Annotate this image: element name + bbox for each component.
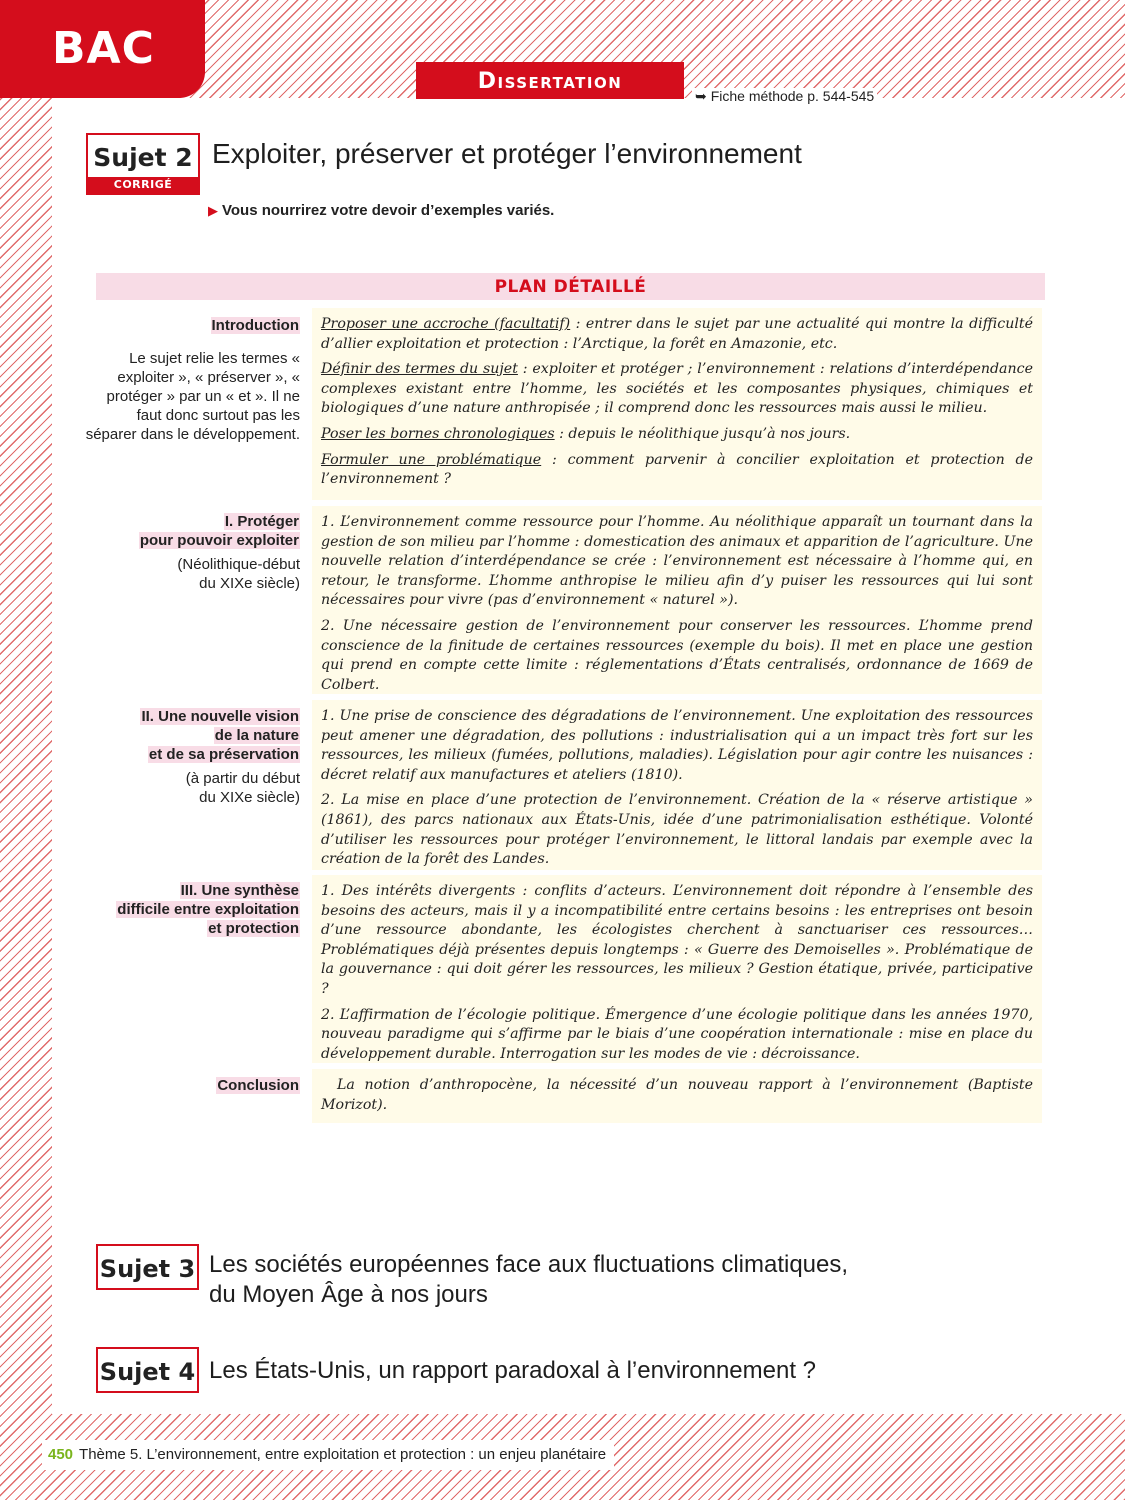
intro-content bbox=[312, 308, 1042, 500]
arrow-right-icon: ➥ bbox=[695, 88, 707, 104]
sujet-3-badge: Sujet 3 bbox=[96, 1244, 199, 1290]
part-2-label: II. Une nouvelle vision bbox=[141, 708, 299, 725]
intro-note: Le sujet relie les termes « exploiter », « préserver », « protéger » par un « et ». Il ne faut donc surtout pas les séparer dans le développement. bbox=[85, 350, 300, 443]
sujet-3-title: Les sociétés européennes face aux fluctuations climatiques, du Moyen Âge à nos jours bbox=[209, 1251, 849, 1308]
part-1-label-block bbox=[139, 512, 300, 593]
fiche-methode-ref[interactable] bbox=[692, 88, 877, 105]
sujet-2-title: Exploiter, préserver et protéger l’environnement bbox=[212, 138, 802, 169]
part-3-label: et protection bbox=[208, 920, 299, 937]
intro-label-block bbox=[85, 316, 300, 444]
page-footer bbox=[42, 1440, 614, 1470]
part-2-label: et de sa préservation bbox=[148, 746, 299, 763]
part-2-paragraph: 2. La mise en place d’une protection de l’environnement. Création de la « réserve artistique » (1861), des parcs nationaux aux États-Unis, idée d’une patrimonialisation esthétique. Volonté d’utiliser les ressources pour protéger l’environnement, le littoral landais par exemple avec la création de la forêt des Landes. bbox=[321, 792, 1033, 868]
intro-label: Introduction bbox=[211, 317, 299, 334]
part-3-label: difficile entre exploitation bbox=[117, 901, 299, 918]
part-1-paragraph: 1. L’environnement comme ressource pour l’homme. Au néolithique apparaît un tournant dans la gestion de son milieu par l’homme : domestication des animaux et apparition de l’agriculture. Une nouvelle relation d’interdépendance se crée : l’environnement est nécessaire à l’homme qui, en retour, le transforme. L’homme anthropise le milieu afin d’y puiser les ressources qui lui sont nécessaires pour vivre (pas d’environnement « naturel »). bbox=[321, 514, 1033, 609]
intro-item: Formuler une problématique : comment parvenir à concilier exploitation et protection de l’environnement ? bbox=[321, 451, 1034, 488]
part-3-paragraph: 2. L’affirmation de l’écologie politique. Émergence d’une écologie politique dans les années 1970, nouveau paradigme qui s’affirme par le biais d’une coopération internationale : mise en place du développement durable. Interrogation sur les modes de vie : décroissance. bbox=[321, 1006, 1033, 1062]
part-2-period: (à partir du début du XIXe siècle) bbox=[185, 770, 300, 806]
bac-tab: BAC bbox=[0, 0, 205, 98]
conclusion-content bbox=[312, 1069, 1042, 1123]
fiche-ref-text: Fiche méthode p. 544-545 bbox=[710, 88, 875, 104]
footer-theme-text: Thème 5. L’environnement, entre exploitation et protection : un enjeu planétaire bbox=[79, 1446, 607, 1463]
part-2-label-block bbox=[140, 707, 300, 807]
part-2-label: de la nature bbox=[214, 727, 299, 744]
page-number: 450 bbox=[48, 1446, 74, 1463]
part-3-paragraph: 1. Des intérêts divergents : conflits d’acteurs. L’environnement doit répondre à l’ensemble des besoins des acteurs, mais il y a incompatibilité entre certains besoins : les entreprises ont besoin d’une ressource abondante, les écologistes cherchent à sanctuariser ces ressources… Problématiques déjà présentes depuis longtemps : « Guerre des Demoiselles ». Problématique de la gouvernance : qui doit gérer les ressources, les milieux ? Gestion étatique, privée, participative ? bbox=[321, 883, 1033, 997]
part-3-content bbox=[312, 875, 1042, 1063]
intro-item: Poser les bornes chronologiques : depuis le néolithique jusqu’à nos jours. bbox=[321, 425, 851, 442]
conclusion-text: La notion d’anthropocène, la nécessité d’un nouveau rapport à l’environnement (Baptiste Morizot). bbox=[321, 1077, 1033, 1113]
plan-detaille-heading: PLAN DÉTAILLÉ bbox=[96, 273, 1045, 300]
part-2-paragraph: 1. Une prise de conscience des dégradations de l’environnement. Une exploitation des ressources peut amener une dégradation, des pollutions : industrialisation qui a un impact très fort sur les ressources, les milieux (fumées, pollutions, maladies). Législation pour agir contre les nuisances : décret relatif aux manufactures et ateliers (1810). bbox=[321, 708, 1033, 783]
instruction-line bbox=[208, 202, 554, 219]
section-title-banner: Dissertation bbox=[416, 62, 684, 99]
intro-item: Proposer une accroche (facultatif) : entrer dans le sujet par une actualité qui montre la difficulté d’allier exploitation et protection : l’Arctique, la forêt en Amazonie, etc. bbox=[321, 316, 1033, 352]
part-1-paragraph: 2. Une nécessaire gestion de l’environnement pour conserver les ressources. L’homme prend conscience de la finitude de certaines ressources (exemple du bois). Il met en place une gestion qui prend en compte cette limite : réglementations d’États centralisés, ordonnance de 1669 de Colbert. bbox=[321, 617, 1033, 693]
part-3-label-block bbox=[116, 881, 300, 938]
part-1-period: (Néolithique-début du XIXe siècle) bbox=[177, 556, 300, 592]
part-1-label: pour pouvoir exploiter bbox=[139, 532, 299, 549]
part-2-content bbox=[312, 700, 1042, 870]
sujet-2-label: Sujet 2 bbox=[93, 143, 193, 172]
conclusion-label: Conclusion bbox=[217, 1077, 299, 1094]
corrige-tag: CORRIGÉ bbox=[88, 177, 198, 193]
part-1-label: I. Protéger bbox=[224, 513, 299, 530]
sujet-4-title: Les États-Unis, un rapport paradoxal à l’environnement ? bbox=[209, 1357, 817, 1384]
triangle-bullet-icon: ▶ bbox=[208, 203, 218, 218]
sujet-2-badge bbox=[86, 133, 200, 195]
intro-item: Définir des termes du sujet : exploiter et protéger ; l’environnement : relations d’interdépendance complexes existant entre l’homme, les sociétés et les composantes physiques, chimiques et biologiques d’une nature anthropisée ; il comprend donc les ressources mais aussi le milieu. bbox=[321, 361, 1034, 417]
instruction-text: Vous nourrirez votre devoir d’exemples variés. bbox=[222, 202, 555, 219]
conclusion-label-block bbox=[216, 1076, 300, 1095]
part-3-label: III. Une synthèse bbox=[180, 882, 299, 899]
sujet-4-badge: Sujet 4 bbox=[96, 1347, 199, 1393]
part-1-content bbox=[312, 506, 1042, 694]
